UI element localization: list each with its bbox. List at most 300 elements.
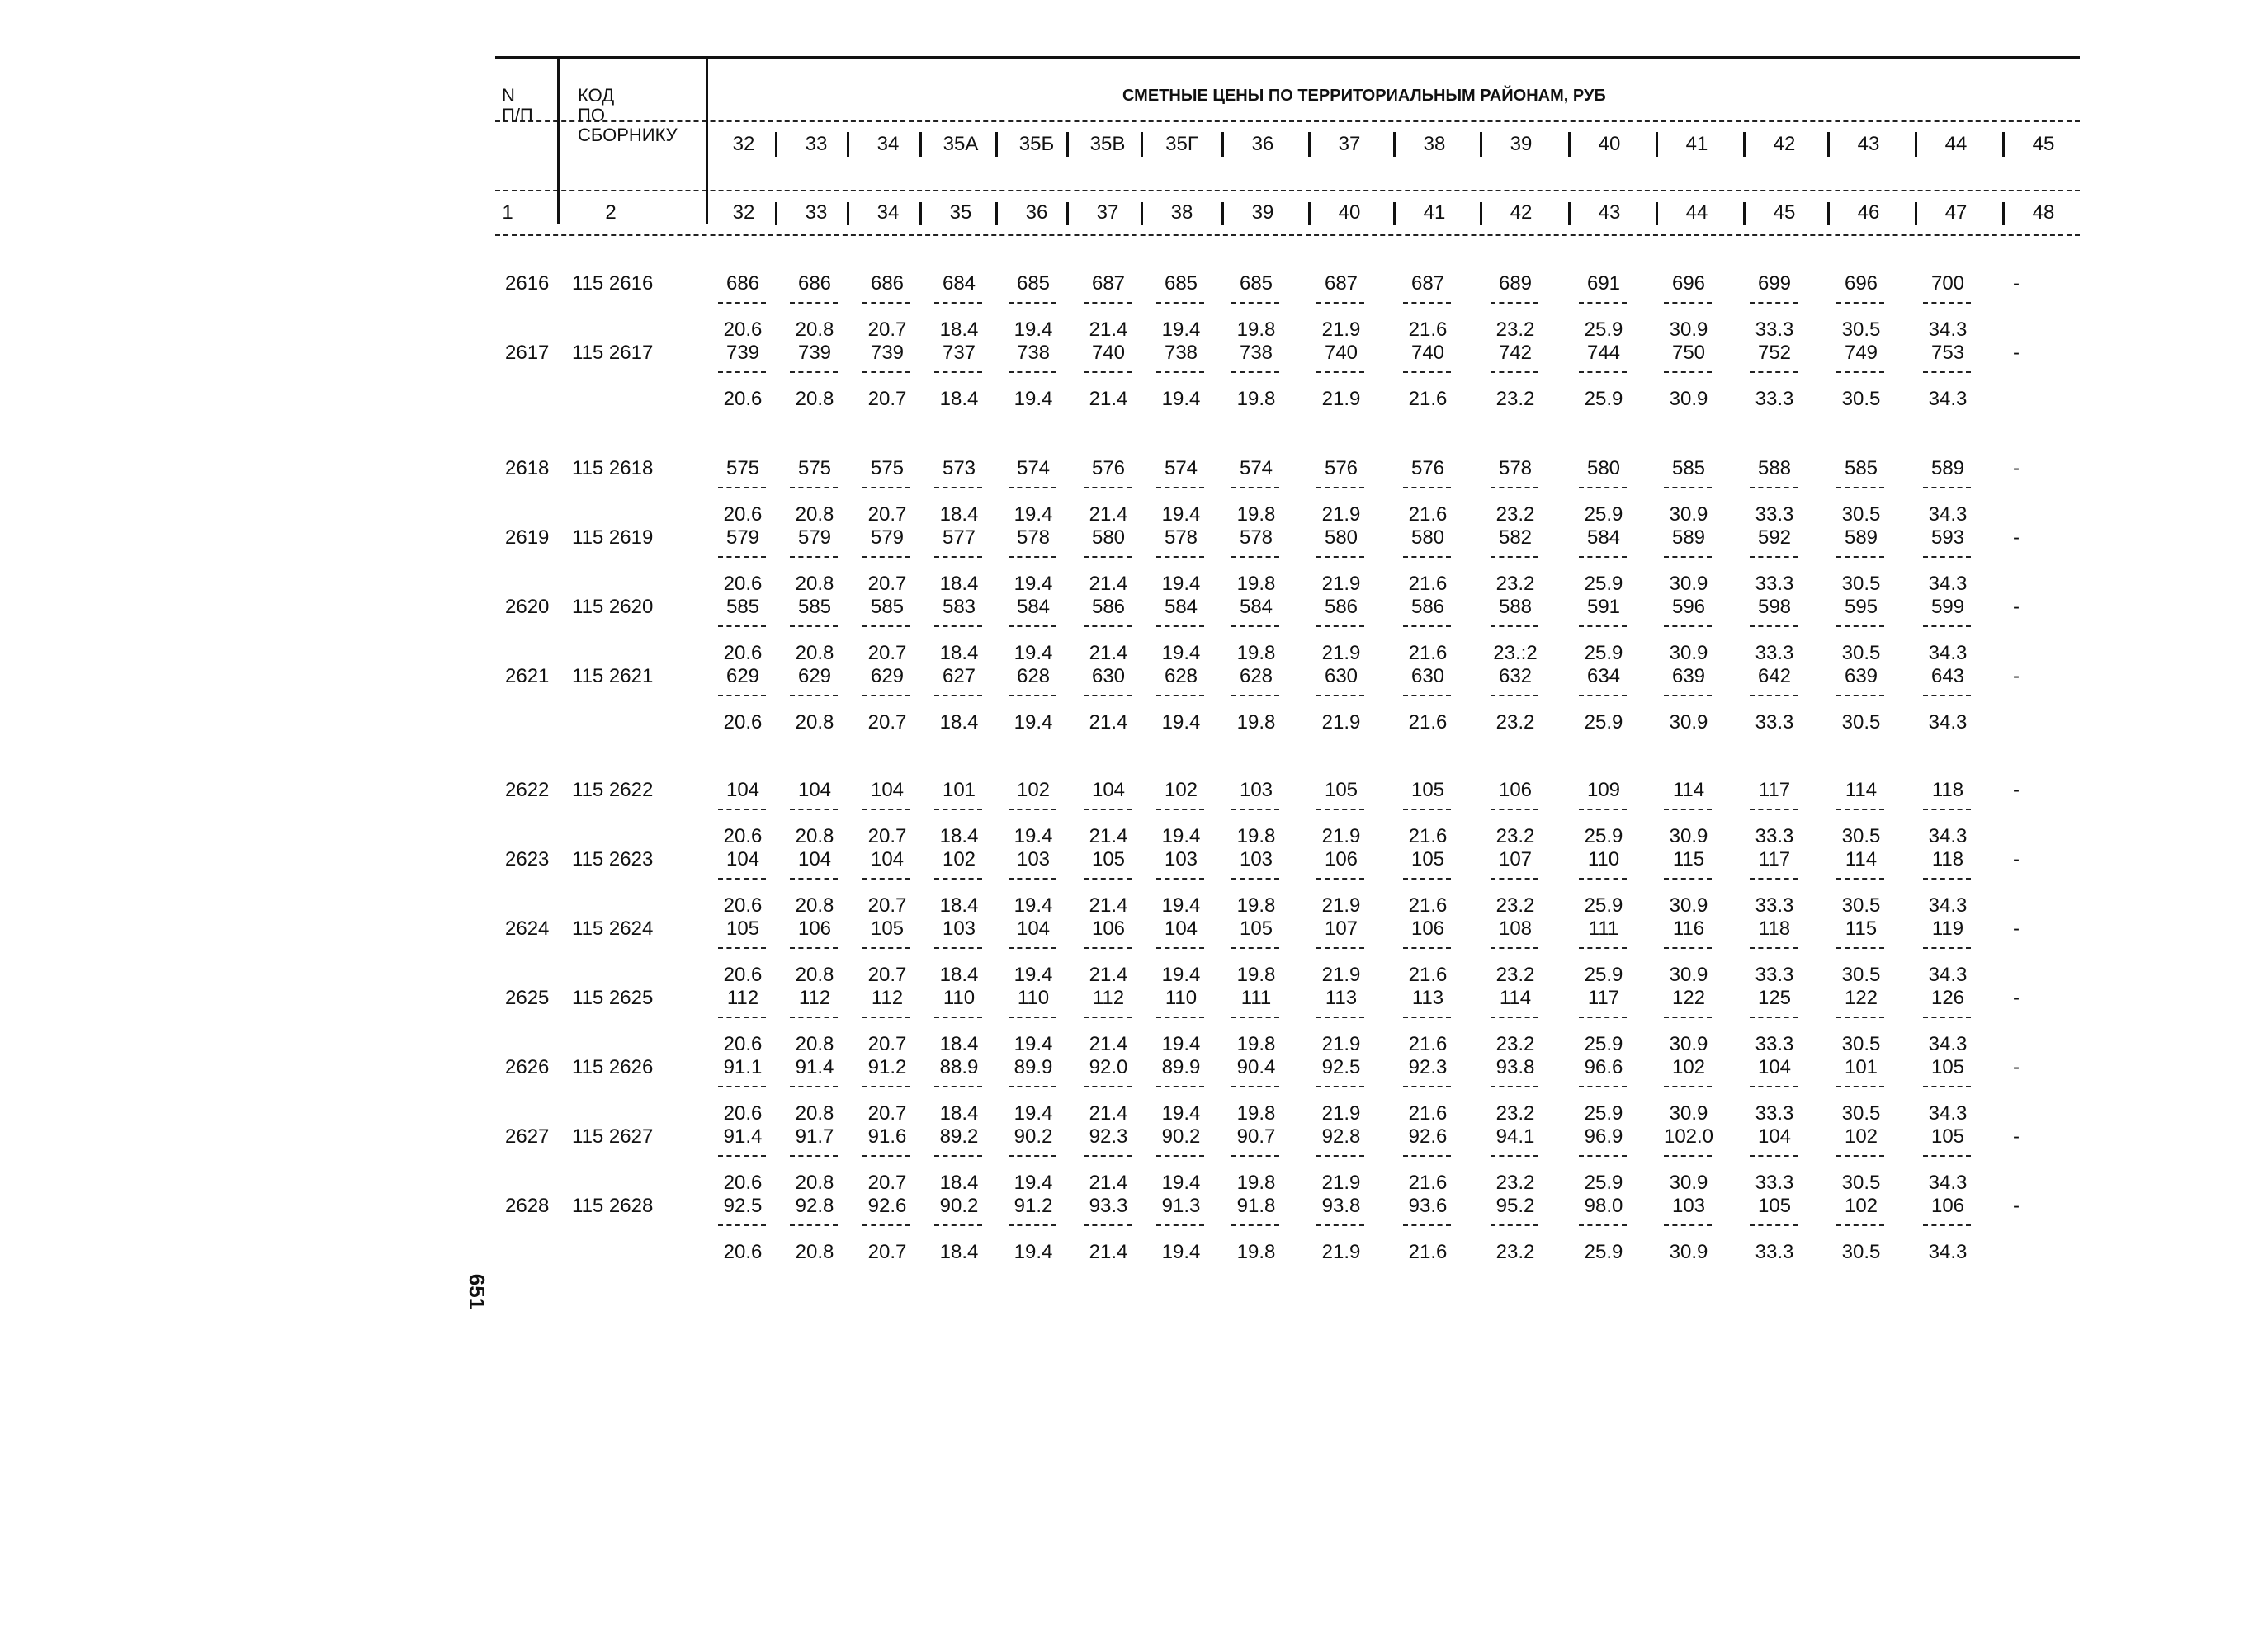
fraction-rule xyxy=(1084,1017,1132,1018)
last-column-cell: - xyxy=(2013,457,2020,479)
fraction-rule xyxy=(790,625,838,627)
fraction-rule xyxy=(790,371,838,373)
price-cell: 103 xyxy=(1164,848,1198,870)
coefficient-cell: 33.3 xyxy=(1755,642,1794,664)
price-cell: 112 xyxy=(798,987,831,1009)
price-cell: 104 xyxy=(1757,1125,1792,1148)
price-cell: 630 xyxy=(1410,665,1445,687)
price-cell: 588 xyxy=(1498,596,1533,618)
column-divider xyxy=(1568,132,1571,157)
coefficient-cell: 34.3 xyxy=(1928,711,1968,734)
price-cell: 628 xyxy=(1239,665,1273,687)
price-cell: 105 xyxy=(1757,1195,1792,1217)
column-number: 44 xyxy=(1685,201,1708,224)
coefficient-cell: 33.3 xyxy=(1755,711,1794,734)
fraction-rule xyxy=(1579,556,1627,558)
coefficient-cell: 20.8 xyxy=(795,825,834,847)
column-divider xyxy=(1656,132,1658,157)
price-cell: 105 xyxy=(1930,1056,1965,1078)
coefficient-cell: 20.6 xyxy=(723,642,763,664)
header-rule xyxy=(495,56,2080,59)
price-cell: 117 xyxy=(1758,779,1791,801)
coefficient-cell: 33.3 xyxy=(1755,825,1794,847)
price-cell: 578 xyxy=(1016,526,1051,549)
column-divider xyxy=(1827,132,1830,157)
price-cell: 585 xyxy=(797,596,832,618)
price-cell: 114 xyxy=(1845,848,1878,870)
fraction-rule xyxy=(1664,1017,1712,1018)
fraction-rule xyxy=(1009,695,1056,696)
coefficient-cell: 34.3 xyxy=(1928,503,1968,526)
coefficient-cell: 19.4 xyxy=(1014,1172,1053,1194)
fraction-rule xyxy=(1664,947,1712,949)
coefficient-cell: 20.7 xyxy=(867,1033,907,1055)
fraction-rule xyxy=(1084,1224,1132,1226)
price-cell: 630 xyxy=(1324,665,1358,687)
fraction-rule xyxy=(1009,947,1056,949)
price-cell: 589 xyxy=(1930,457,1965,479)
coefficient-cell: 33.3 xyxy=(1755,1102,1794,1125)
price-cell: 104 xyxy=(870,779,905,801)
fraction-rule xyxy=(790,487,838,488)
coefficient-cell: 30.9 xyxy=(1669,1241,1708,1263)
fraction-rule xyxy=(862,947,910,949)
fraction-rule xyxy=(934,878,982,880)
fraction-rule xyxy=(1316,302,1364,304)
coefficient-cell: 19.4 xyxy=(1161,1102,1201,1125)
fraction-rule xyxy=(1403,947,1451,949)
fraction-rule xyxy=(790,809,838,810)
price-cell: 589 xyxy=(1844,526,1878,549)
fraction-rule xyxy=(1156,878,1204,880)
coefficient-cell: 25.9 xyxy=(1584,964,1623,986)
fraction-rule xyxy=(1579,695,1627,696)
coefficient-cell: 33.3 xyxy=(1755,1241,1794,1263)
price-cell: 105 xyxy=(1324,779,1358,801)
fraction-rule xyxy=(1316,487,1364,488)
coefficient-cell: 20.8 xyxy=(795,1102,834,1125)
region-code: 37 xyxy=(1338,133,1361,155)
price-cell: 749 xyxy=(1844,342,1878,364)
row-code: 115 2621 xyxy=(572,665,654,687)
price-cell: 104 xyxy=(1016,917,1051,940)
fraction-rule xyxy=(1009,878,1056,880)
price-cell: 586 xyxy=(1091,596,1126,618)
coefficient-cell: 33.3 xyxy=(1755,573,1794,595)
row-code: 115 2616 xyxy=(572,272,654,295)
price-cell: 580 xyxy=(1410,526,1445,549)
coefficient-cell: 20.8 xyxy=(795,503,834,526)
price-cell: 91.7 xyxy=(795,1125,834,1148)
coefficient-cell: 30.9 xyxy=(1669,573,1708,595)
fraction-rule xyxy=(1084,947,1132,949)
price-cell: 110 xyxy=(943,987,976,1009)
region-code: 36 xyxy=(1251,133,1274,155)
header-title: СМЕТНЫЕ ЦЕНЫ ПО ТЕРРИТОРИАЛЬНЫМ РАЙОНАМ, РУБ xyxy=(1122,87,1606,105)
fraction-rule xyxy=(934,947,982,949)
fraction-rule xyxy=(1491,1155,1538,1157)
coefficient-cell: 21.9 xyxy=(1321,388,1361,410)
column-number: 45 xyxy=(1773,201,1796,224)
column-number: 32 xyxy=(732,201,755,224)
price-cell: 110 xyxy=(1587,848,1620,870)
column-divider xyxy=(1393,202,1396,225)
price-cell: 106 xyxy=(1091,917,1126,940)
fraction-rule xyxy=(1403,625,1451,627)
fraction-rule xyxy=(934,695,982,696)
fraction-rule xyxy=(1231,556,1279,558)
coefficient-cell: 21.9 xyxy=(1321,894,1361,917)
column-divider xyxy=(775,132,777,157)
price-cell: 740 xyxy=(1091,342,1126,364)
coefficient-cell: 23.2 xyxy=(1495,894,1535,917)
price-cell: 93.3 xyxy=(1089,1195,1128,1217)
column-number: 1 xyxy=(502,201,513,224)
fraction-rule xyxy=(862,487,910,488)
fraction-rule xyxy=(934,371,982,373)
coefficient-cell: 21.4 xyxy=(1089,1033,1128,1055)
coefficient-cell: 20.6 xyxy=(723,1102,763,1125)
fraction-rule xyxy=(1156,809,1204,810)
fraction-rule xyxy=(1491,947,1538,949)
fraction-rule xyxy=(1231,1224,1279,1226)
coefficient-cell: 20.6 xyxy=(723,1172,763,1194)
column-divider xyxy=(1308,202,1311,225)
coefficient-cell: 20.6 xyxy=(723,894,763,917)
row-number: 2622 xyxy=(505,779,550,801)
row-number: 2617 xyxy=(505,342,550,364)
coefficient-cell: 18.4 xyxy=(939,1241,979,1263)
price-cell: 91.8 xyxy=(1236,1195,1276,1217)
fraction-rule xyxy=(934,809,982,810)
column-number: 46 xyxy=(1857,201,1880,224)
price-cell: 113 xyxy=(1411,987,1444,1009)
price-cell: 580 xyxy=(1586,457,1621,479)
price-cell: 576 xyxy=(1324,457,1358,479)
price-cell: 592 xyxy=(1757,526,1792,549)
price-cell: 90.4 xyxy=(1236,1056,1276,1078)
coefficient-cell: 21.6 xyxy=(1408,642,1448,664)
coefficient-cell: 30.5 xyxy=(1841,642,1881,664)
row-code: 115 2619 xyxy=(572,526,654,549)
last-column-cell: - xyxy=(2013,1195,2020,1217)
price-cell: 119 xyxy=(1931,917,1964,940)
row-number: 2616 xyxy=(505,272,550,295)
price-cell: 579 xyxy=(725,526,760,549)
fraction-rule xyxy=(718,1224,766,1226)
fraction-rule xyxy=(1491,878,1538,880)
price-cell: 687 xyxy=(1410,272,1445,295)
coefficient-cell: 21.9 xyxy=(1321,1172,1361,1194)
fraction-rule xyxy=(1664,809,1712,810)
fraction-rule xyxy=(1664,1224,1712,1226)
column-divider xyxy=(1743,202,1746,225)
coefficient-cell: 20.7 xyxy=(867,1241,907,1263)
fraction-rule xyxy=(1084,695,1132,696)
price-cell: 105 xyxy=(1239,917,1273,940)
fraction-rule xyxy=(1403,371,1451,373)
coefficient-cell: 23.2 xyxy=(1495,1102,1535,1125)
coefficient-cell: 21.4 xyxy=(1089,825,1128,847)
fraction-rule xyxy=(1231,625,1279,627)
price-cell: 580 xyxy=(1324,526,1358,549)
price-cell: 629 xyxy=(725,665,760,687)
region-code: 44 xyxy=(1944,133,1968,155)
fraction-rule xyxy=(1923,947,1971,949)
fraction-rule xyxy=(1084,371,1132,373)
price-cell: 95.2 xyxy=(1495,1195,1535,1217)
coefficient-cell: 21.9 xyxy=(1321,964,1361,986)
page-number: 651 xyxy=(465,1273,490,1310)
coefficient-cell: 20.8 xyxy=(795,964,834,986)
fraction-rule xyxy=(1664,487,1712,488)
price-cell: 90.7 xyxy=(1236,1125,1276,1148)
column-divider xyxy=(1915,202,1917,225)
fraction-rule xyxy=(1836,625,1884,627)
fraction-rule xyxy=(1316,1224,1364,1226)
coefficient-cell: 19.8 xyxy=(1236,318,1276,341)
price-cell: 92.5 xyxy=(723,1195,763,1217)
coefficient-cell: 21.6 xyxy=(1408,825,1448,847)
coefficient-cell: 30.5 xyxy=(1841,1172,1881,1194)
price-cell: 102 xyxy=(1844,1195,1878,1217)
fraction-rule xyxy=(1316,695,1364,696)
price-cell: 639 xyxy=(1671,665,1706,687)
price-cell: 582 xyxy=(1498,526,1533,549)
fraction-rule xyxy=(1491,1017,1538,1018)
fraction-rule xyxy=(718,1155,766,1157)
region-code: 33 xyxy=(805,133,828,155)
fraction-rule xyxy=(1156,1017,1204,1018)
fraction-rule xyxy=(934,1155,982,1157)
coefficient-cell: 34.3 xyxy=(1928,894,1968,917)
price-cell: 118 xyxy=(1931,848,1964,870)
coefficient-cell: 20.8 xyxy=(795,388,834,410)
column-divider xyxy=(557,59,560,224)
price-cell: 630 xyxy=(1091,665,1126,687)
fraction-rule xyxy=(1316,1086,1364,1087)
fraction-rule xyxy=(1750,878,1798,880)
column-divider xyxy=(1308,132,1311,157)
coefficient-cell: 21.9 xyxy=(1321,503,1361,526)
price-cell: 92.3 xyxy=(1408,1056,1448,1078)
fraction-rule xyxy=(1084,1155,1132,1157)
coefficient-cell: 20.7 xyxy=(867,894,907,917)
price-cell: 90.2 xyxy=(1014,1125,1053,1148)
price-cell: 105 xyxy=(1410,848,1445,870)
fraction-rule xyxy=(1491,487,1538,488)
coefficient-cell: 23.2 xyxy=(1495,503,1535,526)
price-cell: 687 xyxy=(1324,272,1358,295)
price-cell: 586 xyxy=(1410,596,1445,618)
fraction-rule xyxy=(934,1224,982,1226)
price-cell: 684 xyxy=(942,272,976,295)
price-cell: 118 xyxy=(1758,917,1791,940)
coefficient-cell: 21.6 xyxy=(1408,711,1448,734)
fraction-rule xyxy=(718,1017,766,1018)
coefficient-cell: 25.9 xyxy=(1584,642,1623,664)
fraction-rule xyxy=(1231,1155,1279,1157)
coefficient-cell: 18.4 xyxy=(939,1102,979,1125)
coefficient-cell: 33.3 xyxy=(1755,503,1794,526)
coefficient-cell: 25.9 xyxy=(1584,388,1623,410)
fraction-rule xyxy=(1491,1086,1538,1087)
fraction-rule xyxy=(1491,371,1538,373)
coefficient-cell: 20.6 xyxy=(723,1241,763,1263)
region-code: 32 xyxy=(732,133,755,155)
column-divider xyxy=(1827,202,1830,225)
price-cell: 108 xyxy=(1498,917,1533,940)
column-number: 34 xyxy=(876,201,900,224)
fraction-rule xyxy=(1923,1017,1971,1018)
fraction-rule xyxy=(862,302,910,304)
column-divider xyxy=(847,132,849,157)
price-cell: 115 xyxy=(1845,917,1878,940)
fraction-rule xyxy=(1403,695,1451,696)
price-cell: 689 xyxy=(1498,272,1533,295)
fraction-rule xyxy=(1084,302,1132,304)
fraction-rule xyxy=(862,809,910,810)
price-cell: 575 xyxy=(797,457,832,479)
coefficient-cell: 20.7 xyxy=(867,964,907,986)
fraction-rule xyxy=(1009,1086,1056,1087)
coefficient-cell: 19.8 xyxy=(1236,573,1276,595)
fraction-rule xyxy=(790,947,838,949)
coefficient-cell: 25.9 xyxy=(1584,711,1623,734)
price-cell: 110 xyxy=(1017,987,1050,1009)
fraction-rule xyxy=(1403,556,1451,558)
coefficient-cell: 34.3 xyxy=(1928,1241,1968,1263)
price-cell: 102 xyxy=(1844,1125,1878,1148)
coefficient-cell: 19.4 xyxy=(1161,711,1201,734)
fraction-rule xyxy=(790,556,838,558)
price-cell: 104 xyxy=(725,779,760,801)
fraction-rule xyxy=(718,809,766,810)
coefficient-cell: 18.4 xyxy=(939,503,979,526)
fraction-rule xyxy=(1750,487,1798,488)
fraction-rule xyxy=(862,1017,910,1018)
price-cell: 584 xyxy=(1016,596,1051,618)
coefficient-cell: 23.2 xyxy=(1495,318,1535,341)
fraction-rule xyxy=(1156,695,1204,696)
coefficient-cell: 21.6 xyxy=(1408,894,1448,917)
price-cell: 104 xyxy=(797,779,832,801)
region-code: 35Б xyxy=(1018,133,1055,155)
coefficient-cell: 25.9 xyxy=(1584,573,1623,595)
coefficient-cell: 21.6 xyxy=(1408,1102,1448,1125)
coefficient-cell: 19.4 xyxy=(1161,1241,1201,1263)
column-divider xyxy=(1480,132,1482,157)
price-cell: 577 xyxy=(942,526,976,549)
price-cell: 576 xyxy=(1091,457,1126,479)
coefficient-cell: 20.8 xyxy=(795,573,834,595)
column-number: 38 xyxy=(1170,201,1193,224)
fraction-rule xyxy=(790,1017,838,1018)
price-cell: 93.8 xyxy=(1321,1195,1361,1217)
price-cell: 700 xyxy=(1930,272,1965,295)
fraction-rule xyxy=(1664,556,1712,558)
price-cell: 744 xyxy=(1586,342,1621,364)
price-cell: 105 xyxy=(1410,779,1445,801)
fraction-rule xyxy=(1231,371,1279,373)
price-cell: 598 xyxy=(1757,596,1792,618)
coefficient-cell: 21.4 xyxy=(1089,1102,1128,1125)
coefficient-cell: 34.3 xyxy=(1928,573,1968,595)
price-cell: 112 xyxy=(1092,987,1125,1009)
fraction-rule xyxy=(1579,878,1627,880)
fraction-rule xyxy=(1750,625,1798,627)
coefficient-cell: 19.4 xyxy=(1161,1172,1201,1194)
column-divider xyxy=(995,132,998,157)
coefficient-cell: 18.4 xyxy=(939,573,979,595)
fraction-rule xyxy=(1750,809,1798,810)
price-cell: 686 xyxy=(725,272,760,295)
coefficient-cell: 20.8 xyxy=(795,1172,834,1194)
coefficient-cell: 19.8 xyxy=(1236,388,1276,410)
fraction-rule xyxy=(1316,878,1364,880)
price-cell: 585 xyxy=(1671,457,1706,479)
fraction-rule xyxy=(1579,1224,1627,1226)
row-code: 115 2626 xyxy=(572,1056,654,1078)
price-cell: 93.8 xyxy=(1495,1056,1535,1078)
coefficient-cell: 20.8 xyxy=(795,711,834,734)
coefficient-cell: 18.4 xyxy=(939,711,979,734)
price-cell: 102.0 xyxy=(1663,1125,1714,1148)
fraction-rule xyxy=(1156,556,1204,558)
fraction-rule xyxy=(1084,1086,1132,1087)
price-cell: 585 xyxy=(870,596,905,618)
coefficient-cell: 20.7 xyxy=(867,318,907,341)
price-cell: 92.8 xyxy=(795,1195,834,1217)
fraction-rule xyxy=(862,1086,910,1087)
row-code: 115 2627 xyxy=(572,1125,654,1148)
coefficient-cell: 25.9 xyxy=(1584,825,1623,847)
region-code: 40 xyxy=(1598,133,1621,155)
price-cell: 596 xyxy=(1671,596,1706,618)
fraction-rule xyxy=(1579,1017,1627,1018)
fraction-rule xyxy=(1231,947,1279,949)
fraction-rule xyxy=(1156,487,1204,488)
price-cell: 584 xyxy=(1586,526,1621,549)
coefficient-cell: 23.2 xyxy=(1495,1172,1535,1194)
price-cell: 686 xyxy=(797,272,832,295)
fraction-rule xyxy=(1084,878,1132,880)
coefficient-cell: 30.5 xyxy=(1841,388,1881,410)
coefficient-cell: 20.7 xyxy=(867,711,907,734)
fraction-rule xyxy=(1923,625,1971,627)
fraction-rule xyxy=(718,947,766,949)
fraction-rule xyxy=(1403,1017,1451,1018)
price-cell: 109 xyxy=(1586,779,1621,801)
price-cell: 101 xyxy=(942,779,976,801)
column-divider xyxy=(1141,132,1143,157)
fraction-rule xyxy=(1231,487,1279,488)
fraction-rule xyxy=(790,1086,838,1087)
fraction-rule xyxy=(862,371,910,373)
coefficient-cell: 19.4 xyxy=(1161,642,1201,664)
price-cell: 686 xyxy=(870,272,905,295)
price-cell: 118 xyxy=(1931,779,1964,801)
coefficient-cell: 23.2 xyxy=(1495,711,1535,734)
price-cell: 96.9 xyxy=(1584,1125,1623,1148)
coefficient-cell: 19.4 xyxy=(1014,711,1053,734)
fraction-rule xyxy=(1579,809,1627,810)
column-number: 39 xyxy=(1251,201,1274,224)
fraction-rule xyxy=(1836,302,1884,304)
price-cell: 634 xyxy=(1586,665,1621,687)
coefficient-cell: 23.2 xyxy=(1495,388,1535,410)
price-cell: 627 xyxy=(942,665,976,687)
